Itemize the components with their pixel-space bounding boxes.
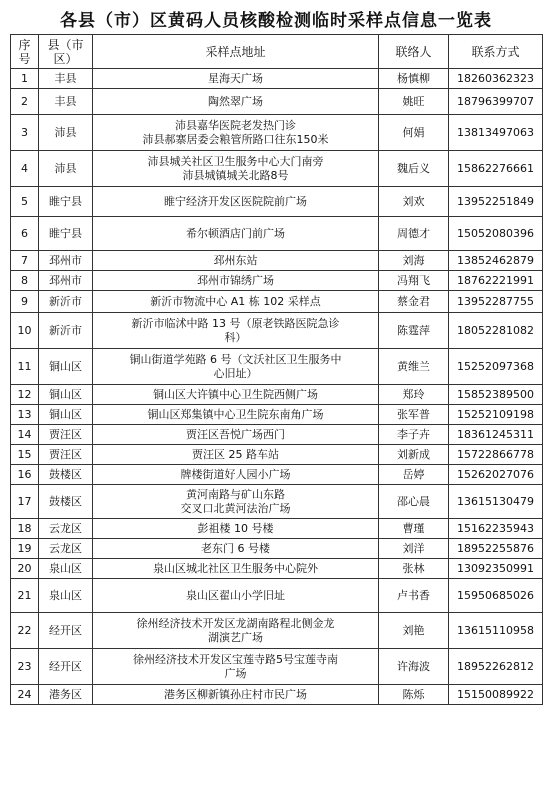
contact-cell: 许海波 bbox=[379, 649, 449, 685]
contact-cell: 张军普 bbox=[379, 405, 449, 425]
address-cell: 彭祖楼 10 号楼 bbox=[93, 519, 379, 539]
table-row bbox=[11, 69, 543, 89]
table-row bbox=[11, 613, 543, 649]
index-cell: 23 bbox=[11, 649, 39, 685]
contact-cell: 姚旺 bbox=[379, 89, 449, 115]
county-cell: 贾汪区 bbox=[39, 445, 93, 465]
contact-cell: 刘洋 bbox=[379, 539, 449, 559]
address-cell: 星海天广场 bbox=[93, 69, 379, 89]
county-cell: 睢宁县 bbox=[39, 187, 93, 217]
header-contact: 联络人 bbox=[379, 35, 449, 69]
contact-cell: 蔡金君 bbox=[379, 291, 449, 313]
phone-cell: 15722866778 bbox=[449, 445, 543, 465]
phone-cell: 15252097368 bbox=[449, 349, 543, 385]
contact-cell: 周德才 bbox=[379, 217, 449, 251]
table-row bbox=[11, 445, 543, 465]
header-row bbox=[11, 35, 543, 69]
phone-cell: 18762221991 bbox=[449, 271, 543, 291]
table-row bbox=[11, 405, 543, 425]
address-cell: 徐州经济技术开发区龙湖南路程北侧金龙 湖演艺广场 bbox=[93, 613, 379, 649]
sampling-sites-table bbox=[10, 34, 543, 705]
address-cell: 希尔顿酒店门前广场 bbox=[93, 217, 379, 251]
table-row bbox=[11, 425, 543, 445]
county-cell: 鼓楼区 bbox=[39, 485, 93, 519]
contact-cell: 陈霆萍 bbox=[379, 313, 449, 349]
county-cell: 沛县 bbox=[39, 115, 93, 151]
contact-cell: 刘艳 bbox=[379, 613, 449, 649]
contact-cell: 魏后义 bbox=[379, 151, 449, 187]
contact-cell: 何娟 bbox=[379, 115, 449, 151]
contact-cell: 张林 bbox=[379, 559, 449, 579]
index-cell: 16 bbox=[11, 465, 39, 485]
header-address: 采样点地址 bbox=[93, 35, 379, 69]
address-cell: 新沂市物流中心 A1 栋 102 采样点 bbox=[93, 291, 379, 313]
phone-cell: 15852389500 bbox=[449, 385, 543, 405]
phone-cell: 13092350991 bbox=[449, 559, 543, 579]
index-cell: 5 bbox=[11, 187, 39, 217]
address-cell: 牌楼街道好人园小广场 bbox=[93, 465, 379, 485]
table-row bbox=[11, 151, 543, 187]
table-row bbox=[11, 349, 543, 385]
contact-cell: 刘欢 bbox=[379, 187, 449, 217]
county-cell: 泉山区 bbox=[39, 579, 93, 613]
phone-cell: 15150089922 bbox=[449, 685, 543, 705]
index-cell: 17 bbox=[11, 485, 39, 519]
contact-cell: 岳婷 bbox=[379, 465, 449, 485]
index-cell: 20 bbox=[11, 559, 39, 579]
phone-cell: 15052080396 bbox=[449, 217, 543, 251]
table-row bbox=[11, 685, 543, 705]
index-cell: 2 bbox=[11, 89, 39, 115]
address-cell: 老东门 6 号楼 bbox=[93, 539, 379, 559]
address-cell: 新沂市临沭中路 13 号（原老铁路医院急诊 科） bbox=[93, 313, 379, 349]
index-cell: 3 bbox=[11, 115, 39, 151]
index-cell: 1 bbox=[11, 69, 39, 89]
phone-cell: 13615130479 bbox=[449, 485, 543, 519]
table-row bbox=[11, 649, 543, 685]
table-body bbox=[11, 69, 543, 705]
county-cell: 经开区 bbox=[39, 649, 93, 685]
phone-cell: 13615110958 bbox=[449, 613, 543, 649]
table-row bbox=[11, 291, 543, 313]
address-cell: 徐州经济技术开发区宝莲寺路5号宝莲寺南 广场 bbox=[93, 649, 379, 685]
table-row bbox=[11, 251, 543, 271]
county-cell: 邳州市 bbox=[39, 251, 93, 271]
table-row bbox=[11, 579, 543, 613]
phone-cell: 13952251849 bbox=[449, 187, 543, 217]
county-cell: 丰县 bbox=[39, 89, 93, 115]
address-cell: 港务区柳新镇孙庄村市民广场 bbox=[93, 685, 379, 705]
contact-cell: 郑玲 bbox=[379, 385, 449, 405]
table-row bbox=[11, 313, 543, 349]
index-cell: 14 bbox=[11, 425, 39, 445]
phone-cell: 18361245311 bbox=[449, 425, 543, 445]
address-cell: 陶然翠广场 bbox=[93, 89, 379, 115]
address-cell: 铜山街道学苑路 6 号（文沃社区卫生服务中 心旧址） bbox=[93, 349, 379, 385]
contact-cell: 曹瑾 bbox=[379, 519, 449, 539]
index-cell: 12 bbox=[11, 385, 39, 405]
address-cell: 泉山区城北社区卫生服务中心院外 bbox=[93, 559, 379, 579]
phone-cell: 15162235943 bbox=[449, 519, 543, 539]
county-cell: 鼓楼区 bbox=[39, 465, 93, 485]
index-cell: 4 bbox=[11, 151, 39, 187]
header-phone: 联系方式 bbox=[449, 35, 543, 69]
index-cell: 6 bbox=[11, 217, 39, 251]
phone-cell: 13813497063 bbox=[449, 115, 543, 151]
county-cell: 经开区 bbox=[39, 613, 93, 649]
index-cell: 13 bbox=[11, 405, 39, 425]
address-cell: 贾汪区 25 路车站 bbox=[93, 445, 379, 465]
table-row bbox=[11, 385, 543, 405]
address-cell: 睢宁经济开发区医院院前广场 bbox=[93, 187, 379, 217]
header-index: 序号 bbox=[11, 35, 39, 69]
contact-cell: 李子卉 bbox=[379, 425, 449, 445]
address-cell: 邳州市锦绣广场 bbox=[93, 271, 379, 291]
county-cell: 云龙区 bbox=[39, 539, 93, 559]
county-cell: 丰县 bbox=[39, 69, 93, 89]
index-cell: 11 bbox=[11, 349, 39, 385]
contact-cell: 卢书香 bbox=[379, 579, 449, 613]
address-cell: 铜山区郑集镇中心卫生院东南角广场 bbox=[93, 405, 379, 425]
county-cell: 睢宁县 bbox=[39, 217, 93, 251]
county-cell: 新沂市 bbox=[39, 291, 93, 313]
index-cell: 8 bbox=[11, 271, 39, 291]
address-cell: 沛县城关社区卫生服务中心大门南旁 沛县城镇城关北路8号 bbox=[93, 151, 379, 187]
phone-cell: 18052281082 bbox=[449, 313, 543, 349]
table-row bbox=[11, 485, 543, 519]
phone-cell: 18952262812 bbox=[449, 649, 543, 685]
county-cell: 贾汪区 bbox=[39, 425, 93, 445]
index-cell: 7 bbox=[11, 251, 39, 271]
index-cell: 19 bbox=[11, 539, 39, 559]
phone-cell: 15950685026 bbox=[449, 579, 543, 613]
table-row bbox=[11, 465, 543, 485]
contact-cell: 刘海 bbox=[379, 251, 449, 271]
table-row bbox=[11, 559, 543, 579]
document-title: 各县（市）区黄码人员核酸检测临时采样点信息一览表 bbox=[60, 11, 492, 31]
address-cell: 邳州东站 bbox=[93, 251, 379, 271]
index-cell: 22 bbox=[11, 613, 39, 649]
index-cell: 15 bbox=[11, 445, 39, 465]
county-cell: 铜山区 bbox=[39, 385, 93, 405]
contact-cell: 陈烁 bbox=[379, 685, 449, 705]
phone-cell: 13852462879 bbox=[449, 251, 543, 271]
contact-cell: 黄维兰 bbox=[379, 349, 449, 385]
contact-cell: 冯翔飞 bbox=[379, 271, 449, 291]
county-cell: 铜山区 bbox=[39, 405, 93, 425]
county-cell: 泉山区 bbox=[39, 559, 93, 579]
table-row bbox=[11, 539, 543, 559]
county-cell: 港务区 bbox=[39, 685, 93, 705]
county-cell: 邳州市 bbox=[39, 271, 93, 291]
phone-cell: 18952255876 bbox=[449, 539, 543, 559]
county-cell: 新沂市 bbox=[39, 313, 93, 349]
phone-cell: 18796399707 bbox=[449, 89, 543, 115]
address-cell: 沛县嘉华医院老发热门诊 沛县郝寨居委会粮管所路口往东150米 bbox=[93, 115, 379, 151]
phone-cell: 15252109198 bbox=[449, 405, 543, 425]
phone-cell: 15262027076 bbox=[449, 465, 543, 485]
table-row bbox=[11, 115, 543, 151]
phone-cell: 18260362323 bbox=[449, 69, 543, 89]
county-cell: 沛县 bbox=[39, 151, 93, 187]
table-row bbox=[11, 519, 543, 539]
index-cell: 18 bbox=[11, 519, 39, 539]
address-cell: 铜山区大许镇中心卫生院西侧广场 bbox=[93, 385, 379, 405]
index-cell: 9 bbox=[11, 291, 39, 313]
address-cell: 黄河南路与矿山东路 交叉口北黄河法治广场 bbox=[93, 485, 379, 519]
address-cell: 贾汪区吾悦广场西门 bbox=[93, 425, 379, 445]
table-row bbox=[11, 187, 543, 217]
index-cell: 24 bbox=[11, 685, 39, 705]
header-county: 县（市区） bbox=[39, 35, 93, 69]
index-cell: 10 bbox=[11, 313, 39, 349]
address-cell: 泉山区翟山小学旧址 bbox=[93, 579, 379, 613]
contact-cell: 邵心晨 bbox=[379, 485, 449, 519]
index-cell: 21 bbox=[11, 579, 39, 613]
table-row bbox=[11, 89, 543, 115]
phone-cell: 13952287755 bbox=[449, 291, 543, 313]
contact-cell: 刘新成 bbox=[379, 445, 449, 465]
contact-cell: 杨慎柳 bbox=[379, 69, 449, 89]
table-row bbox=[11, 217, 543, 251]
county-cell: 铜山区 bbox=[39, 349, 93, 385]
table-row bbox=[11, 271, 543, 291]
county-cell: 云龙区 bbox=[39, 519, 93, 539]
phone-cell: 15862276661 bbox=[449, 151, 543, 187]
